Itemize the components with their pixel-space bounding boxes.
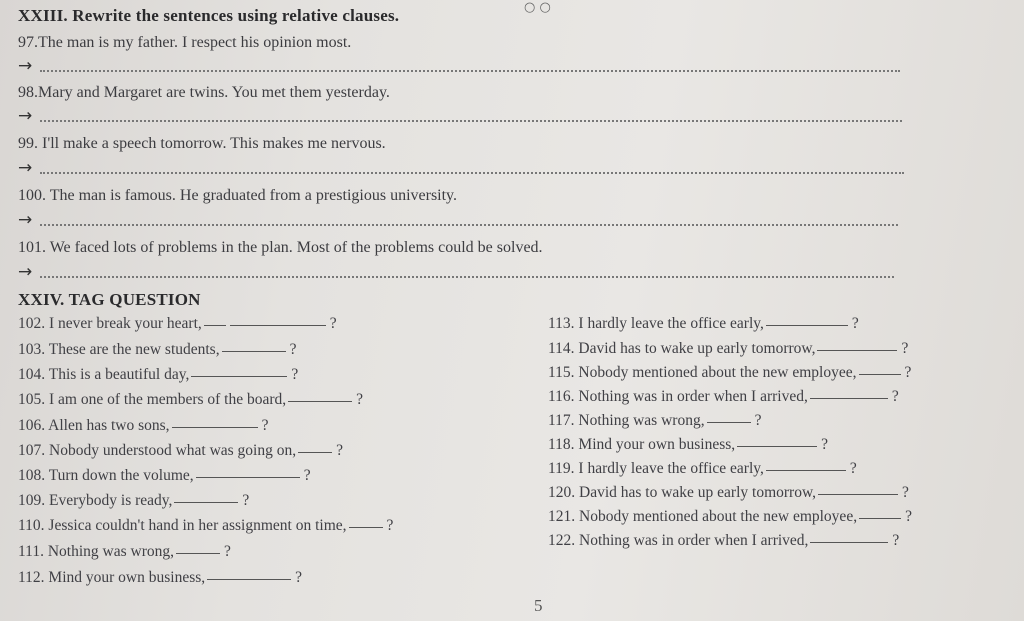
arrow-icon: → bbox=[18, 106, 33, 126]
arrow-icon: → bbox=[18, 210, 33, 230]
hole-marks: ○ ○ bbox=[524, 0, 551, 15]
tag-question-108: 108. Turn down the volume, ? bbox=[18, 467, 311, 484]
tag-question-106: 106. Allen has two sons, ? bbox=[18, 417, 269, 434]
answer-line-97[interactable] bbox=[18, 56, 900, 76]
tag-question-112: 112. Mind your own business, ? bbox=[18, 569, 303, 586]
page-number: 5 bbox=[534, 596, 543, 615]
answer-blank[interactable] bbox=[298, 451, 332, 453]
answer-blank[interactable] bbox=[817, 349, 897, 351]
answer-blank[interactable] bbox=[766, 469, 846, 471]
tag-question-119: 119. I hardly leave the office early, ? bbox=[548, 460, 857, 477]
answer-blank[interactable] bbox=[859, 373, 901, 375]
arrow-icon: → bbox=[18, 158, 33, 178]
answer-blank[interactable] bbox=[737, 445, 817, 447]
answer-blank[interactable] bbox=[191, 375, 287, 377]
answer-blank[interactable] bbox=[222, 350, 286, 352]
answer-blank[interactable] bbox=[707, 421, 751, 423]
tag-question-103: 103. These are the new students, ? bbox=[18, 341, 297, 358]
answer-blank[interactable] bbox=[196, 476, 300, 478]
tag-question-104: 104. This is a beautiful day, ? bbox=[18, 366, 299, 383]
tag-question-102: 102. I never break your heart, ? bbox=[18, 315, 337, 332]
answer-line-101[interactable] bbox=[18, 262, 894, 282]
tag-question-120: 120. David has to wake up early tomorrow, ? bbox=[548, 484, 909, 501]
question-97: 97.The man is my father. I respect his opinion most. bbox=[18, 34, 352, 51]
answer-line-98[interactable] bbox=[18, 106, 902, 126]
question-98: 98.Mary and Margaret are twins. You met them yesterday. bbox=[18, 84, 390, 101]
tag-question-122: 122. Nothing was in order when I arrived, ? bbox=[548, 532, 900, 549]
answer-blank[interactable] bbox=[172, 426, 258, 428]
answer-line-99[interactable] bbox=[18, 158, 904, 178]
answer-blank[interactable] bbox=[174, 501, 238, 503]
tag-question-110: 110. Jessica couldn't hand in her assignment on time, ? bbox=[18, 517, 394, 534]
question-99: 99. I'll make a speech tomorrow. This makes me nervous. bbox=[18, 135, 386, 152]
answer-blank[interactable] bbox=[810, 397, 888, 399]
answer-blank[interactable] bbox=[810, 541, 888, 543]
arrow-icon: → bbox=[18, 56, 33, 76]
tag-question-113: 113. I hardly leave the office early, ? bbox=[548, 315, 859, 332]
tag-question-118: 118. Mind your own business, ? bbox=[548, 436, 829, 453]
tag-question-107: 107. Nobody understood what was going on, ? bbox=[18, 442, 344, 459]
section-23-title: XXIII. Rewrite the sentences using relative clauses. bbox=[18, 6, 400, 25]
section-24-title: XXIV. TAG QUESTION bbox=[18, 290, 201, 309]
arrow-icon: → bbox=[18, 262, 33, 282]
answer-blank[interactable] bbox=[766, 324, 848, 326]
tag-question-116: 116. Nothing was in order when I arrived, ? bbox=[548, 388, 899, 405]
answer-blank[interactable] bbox=[230, 324, 326, 326]
answer-blank[interactable] bbox=[288, 400, 352, 402]
tag-question-117: 117. Nothing was wrong, ? bbox=[548, 412, 762, 429]
tag-question-114: 114. David has to wake up early tomorrow, ? bbox=[548, 340, 909, 357]
answer-blank[interactable] bbox=[818, 493, 898, 495]
answer-blank[interactable] bbox=[349, 526, 383, 528]
tag-question-105: 105. I am one of the members of the board, ? bbox=[18, 391, 364, 408]
tag-question-111: 111. Nothing was wrong, ? bbox=[18, 543, 231, 560]
question-101: 101. We faced lots of problems in the plan. Most of the problems could be solved. bbox=[18, 239, 543, 256]
tag-question-109: 109. Everybody is ready, ? bbox=[18, 492, 250, 509]
tag-question-121: 121. Nobody mentioned about the new employee, ? bbox=[548, 508, 912, 525]
answer-blank[interactable] bbox=[207, 578, 291, 580]
question-100: 100. The man is famous. He graduated from a prestigious university. bbox=[18, 187, 458, 204]
answer-blank[interactable] bbox=[859, 517, 901, 519]
tag-question-115: 115. Nobody mentioned about the new employee, ? bbox=[548, 364, 912, 381]
answer-line-100[interactable] bbox=[18, 210, 898, 230]
answer-blank[interactable] bbox=[176, 552, 220, 554]
